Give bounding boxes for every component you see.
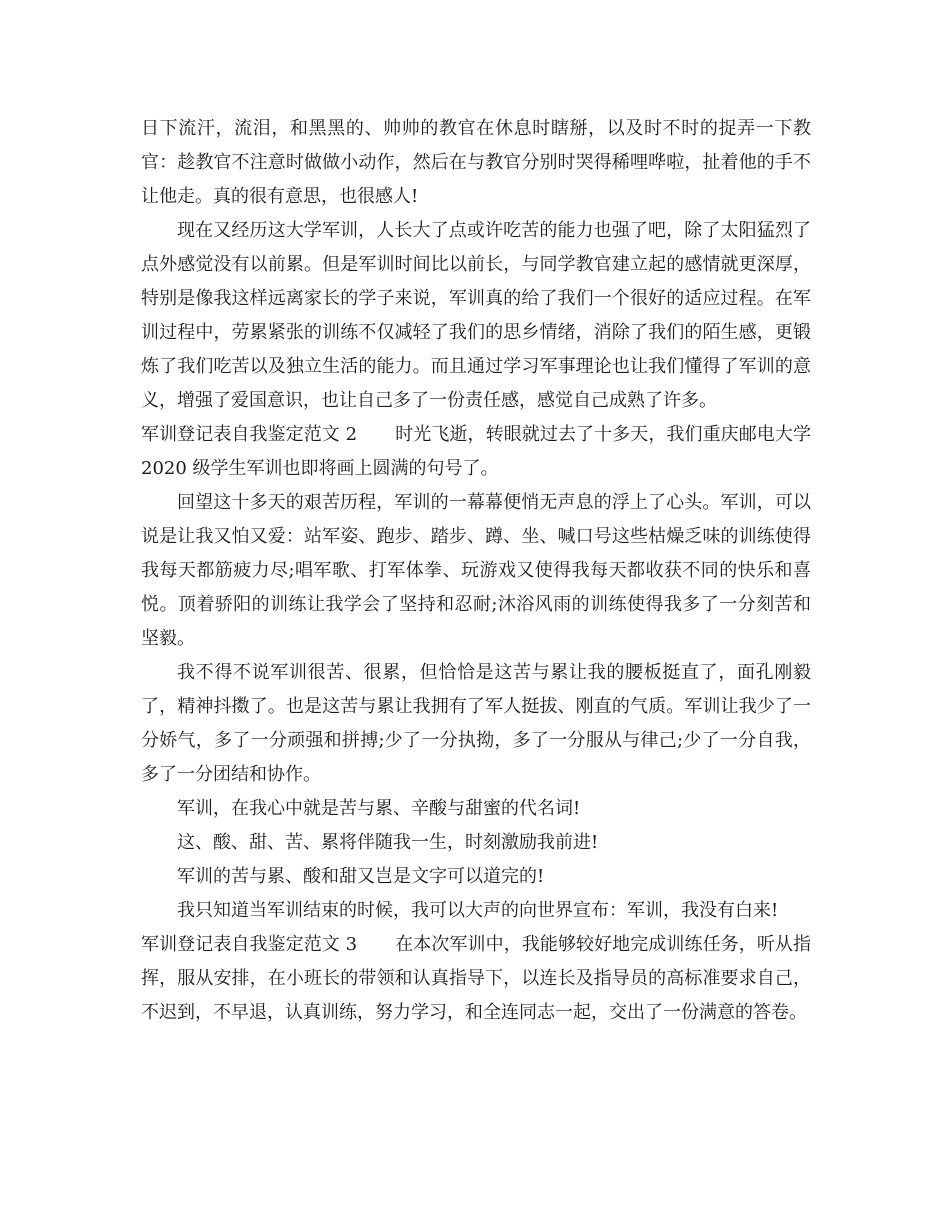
paragraph-3-text: 时光飞逝，转眼就过去了十多天，我们重庆邮电大学 2020 级学生军训也即将画上圆满的句号了。 <box>141 424 811 479</box>
paragraph-10-text: 在本次军训中，我能够较好地完成训练任务，听从指挥，服从安排，在小班长的带领和认真指导下，以连长及指导员的高标准要求自己，不迟到，不早退，认真训练，努力学习，和全连同志一起，交出了一份满意的答卷。 <box>141 934 811 1023</box>
paragraph-2: 现在又经历这大学军训，人长大了点或许吃苦的能力也强了吧，除了太阳猛烈了点外感觉没有以前累。但是军训时间比以前长，与同学教官建立起的感情就更深厚，特别是像我这样远离家长的学子来说，军训真的给了我们一个很好的适应过程。在军训过程中，劳累紧张的训练不仅减轻了我们的思乡情绪，消除了我们的陌生感，更锻炼了我们吃苦以及独立生活的能力。而且通过学习军事理论也让我们懂得了军训的意义，增强了爱国意识，也让自己多了一份责任感，感觉自己成熟了许多。 <box>141 220 811 411</box>
paragraph-4: 回望这十多天的艰苦历程，军训的一幕幕便悄无声息的浮上了心头。军训，可以说是让我又怕又爱：站军姿、跑步、踏步、蹲、坐、喊口号这些枯燥乏味的训练使得我每天都筋疲力尽;唱军歌、打军体拳、玩游戏又使得我每天都收获不同的快乐和喜悦。顶着骄阳的训练让我学会了坚持和忍耐;沐浴风雨的训练使得我多了一分刻苦和坚毅。 <box>141 492 811 649</box>
document-body <box>141 112 811 1030</box>
section-heading-2: 军训登记表自我鉴定范文 2 <box>141 424 358 445</box>
paragraph-3-with-heading <box>141 418 811 486</box>
paragraph-1: 日下流汗，流泪，和黑黑的、帅帅的教官在休息时瞎掰，以及时不时的捉弄一下教官：趁教官不注意时做做小动作，然后在与教官分别时哭得稀哩哗啦，扯着他的手不让他走。真的很有意思，也很感人! <box>141 118 811 207</box>
paragraph-6: 军训，在我心中就是苦与累、辛酸与甜蜜的代名词! <box>177 798 581 819</box>
paragraph-7: 这、酸、甜、苦、累将伴随我一生，时刻激励我前进! <box>177 832 599 853</box>
paragraph-9: 我只知道当军训结束的时候，我可以大声的向世界宣布：军训，我没有白来! <box>177 900 779 921</box>
paragraph-8: 军训的苦与累、酸和甜又岂是文字可以道完的! <box>177 866 545 887</box>
paragraph-5: 我不得不说军训很苦、很累，但恰恰是这苦与累让我的腰板挺直了，面孔刚毅了，精神抖擞了。也是这苦与累让我拥有了军人挺拔、刚直的气质。军训让我少了一分娇气，多了一分顽强和拼搏;少了一分执拗，多了一分服从与律己;少了一分自我，多了一分团结和协作。 <box>141 662 811 785</box>
section-heading-3: 军训登记表自我鉴定范文 3 <box>141 934 358 955</box>
paragraph-10-with-heading <box>141 928 811 1030</box>
